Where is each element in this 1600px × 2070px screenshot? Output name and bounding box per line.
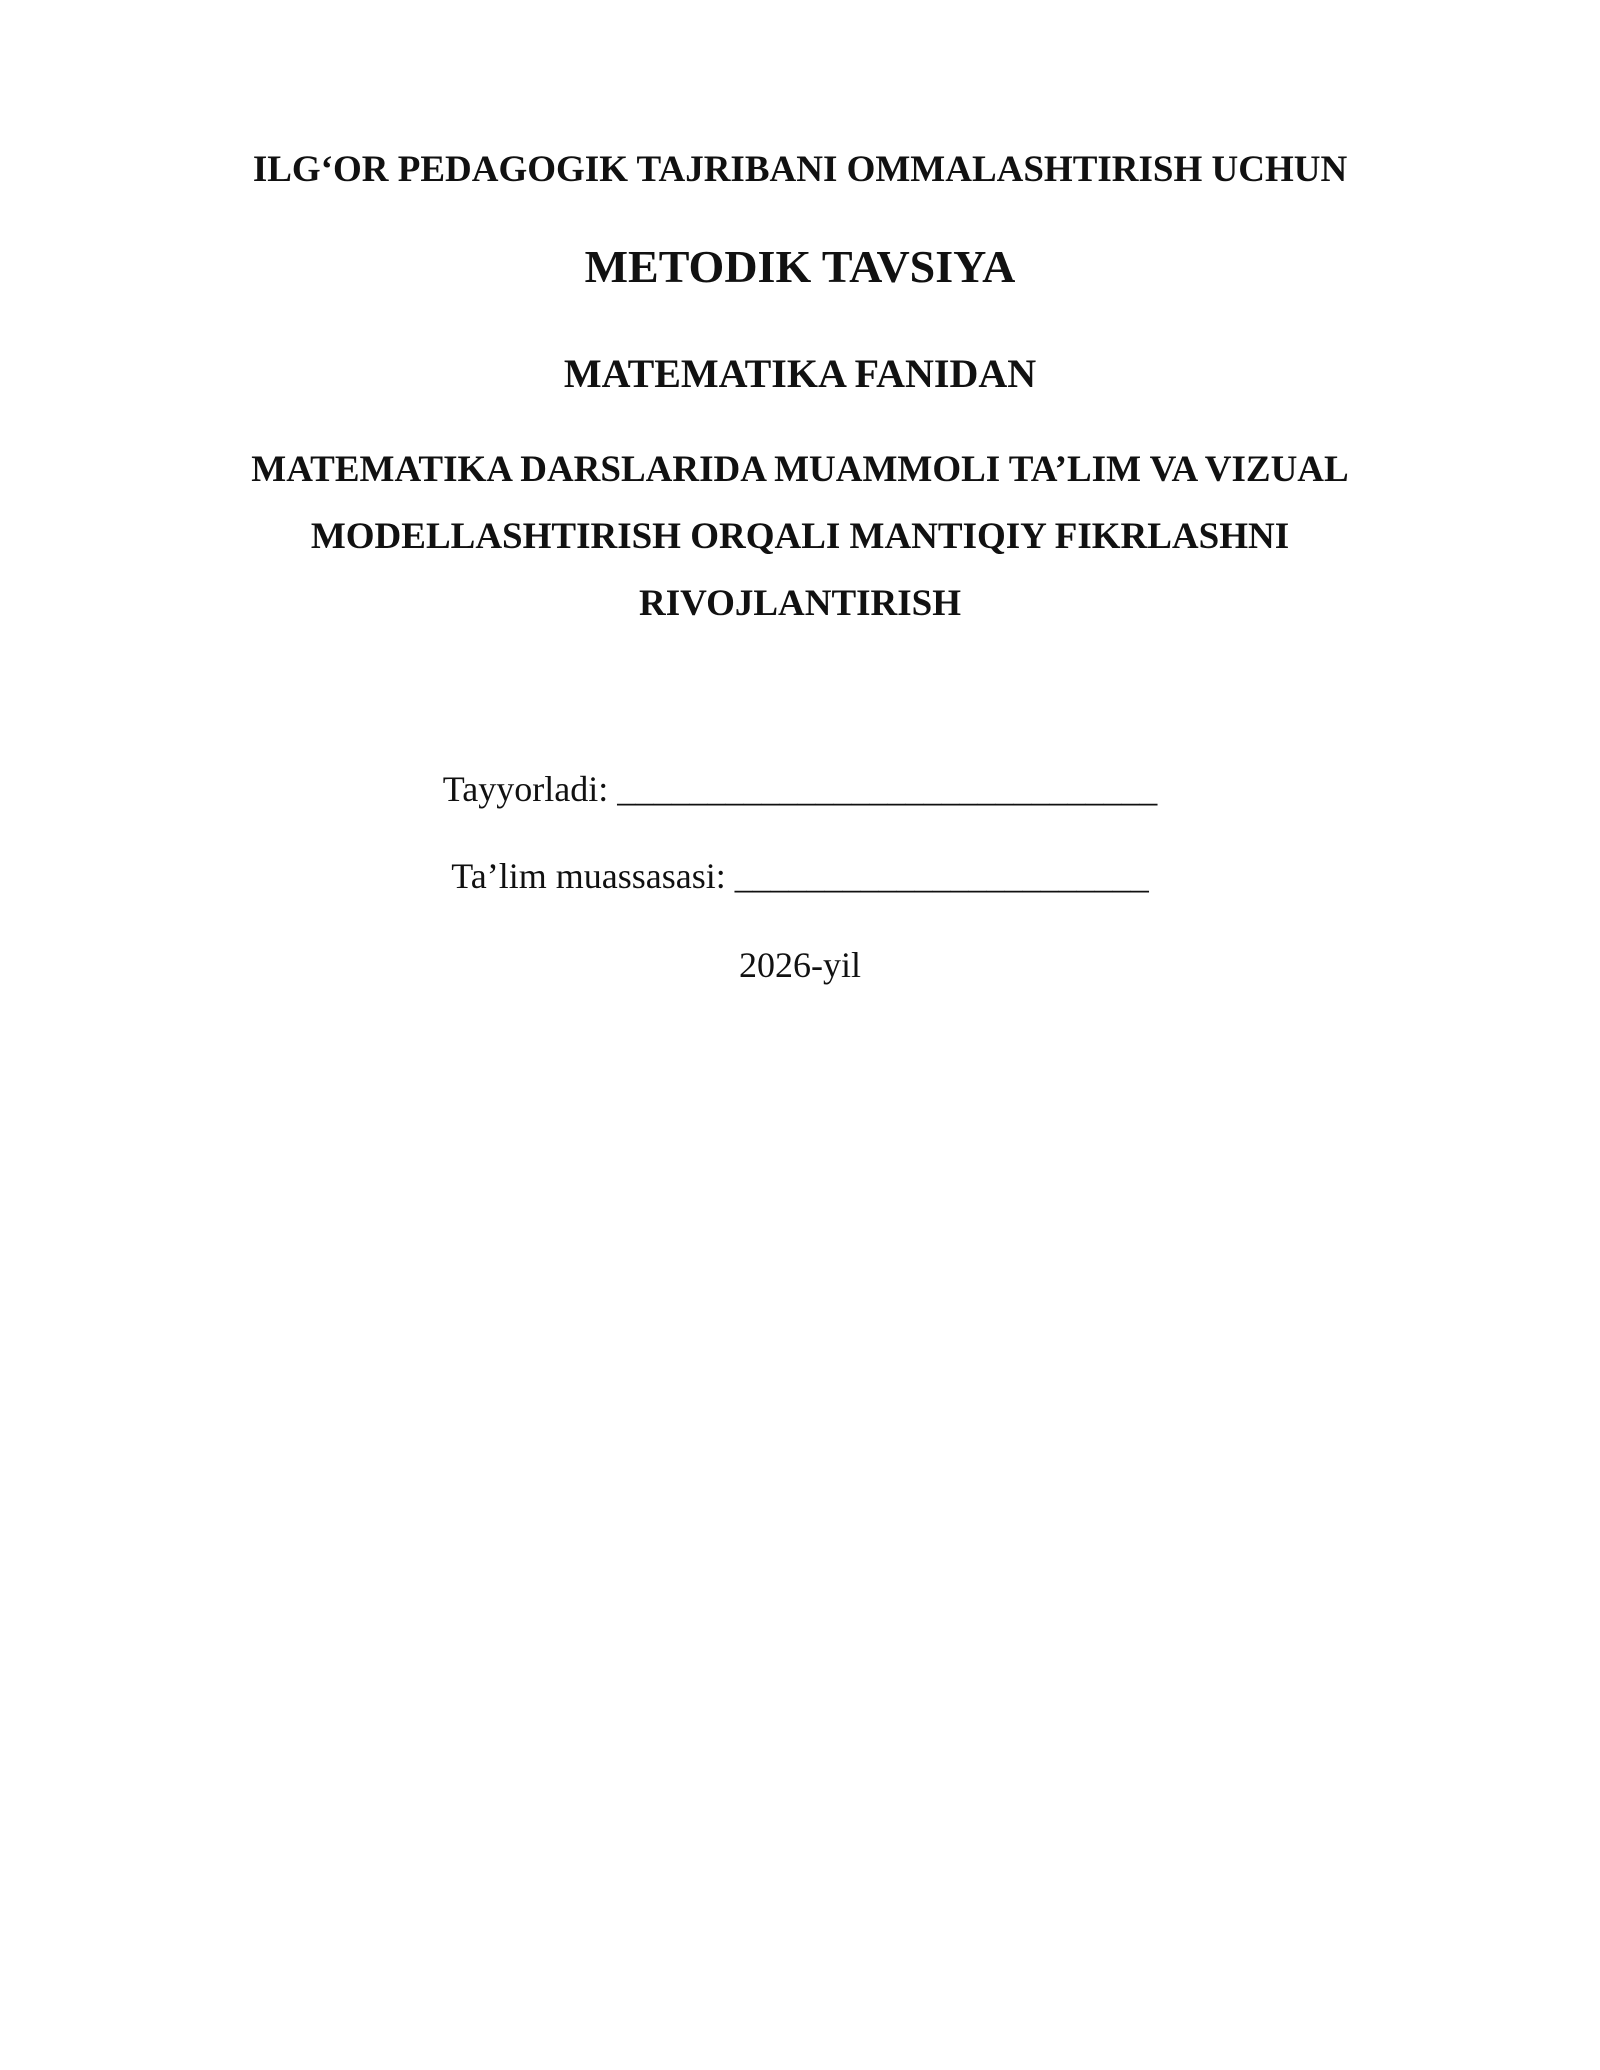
document-type-title: METODIK TAVSIYA	[584, 241, 1016, 292]
heading-line: ILG‘OR PEDAGOGIK TAJRIBANI OMMALASHTIRISH UCHUN	[252, 149, 1348, 190]
institution-field: Ta’lim muassasasi: _______________________	[451, 856, 1149, 896]
subject-heading: MATEMATIKA FANIDAN	[563, 351, 1037, 396]
topic-title-line-1: MATEMATIKA DARSLARIDA MUAMMOLI TA’LIM VA VIZUAL	[251, 449, 1349, 490]
prepared-by-field: Tayyorladi: ______________________________	[442, 769, 1158, 809]
topic-title-line-3: RIVOJLANTIRISH	[638, 583, 962, 624]
topic-title-line-2: MODELLASHTIRISH ORQALI MANTIQIY FIKRLASHNI	[310, 516, 1290, 557]
year-label: 2026-yil	[739, 945, 861, 985]
